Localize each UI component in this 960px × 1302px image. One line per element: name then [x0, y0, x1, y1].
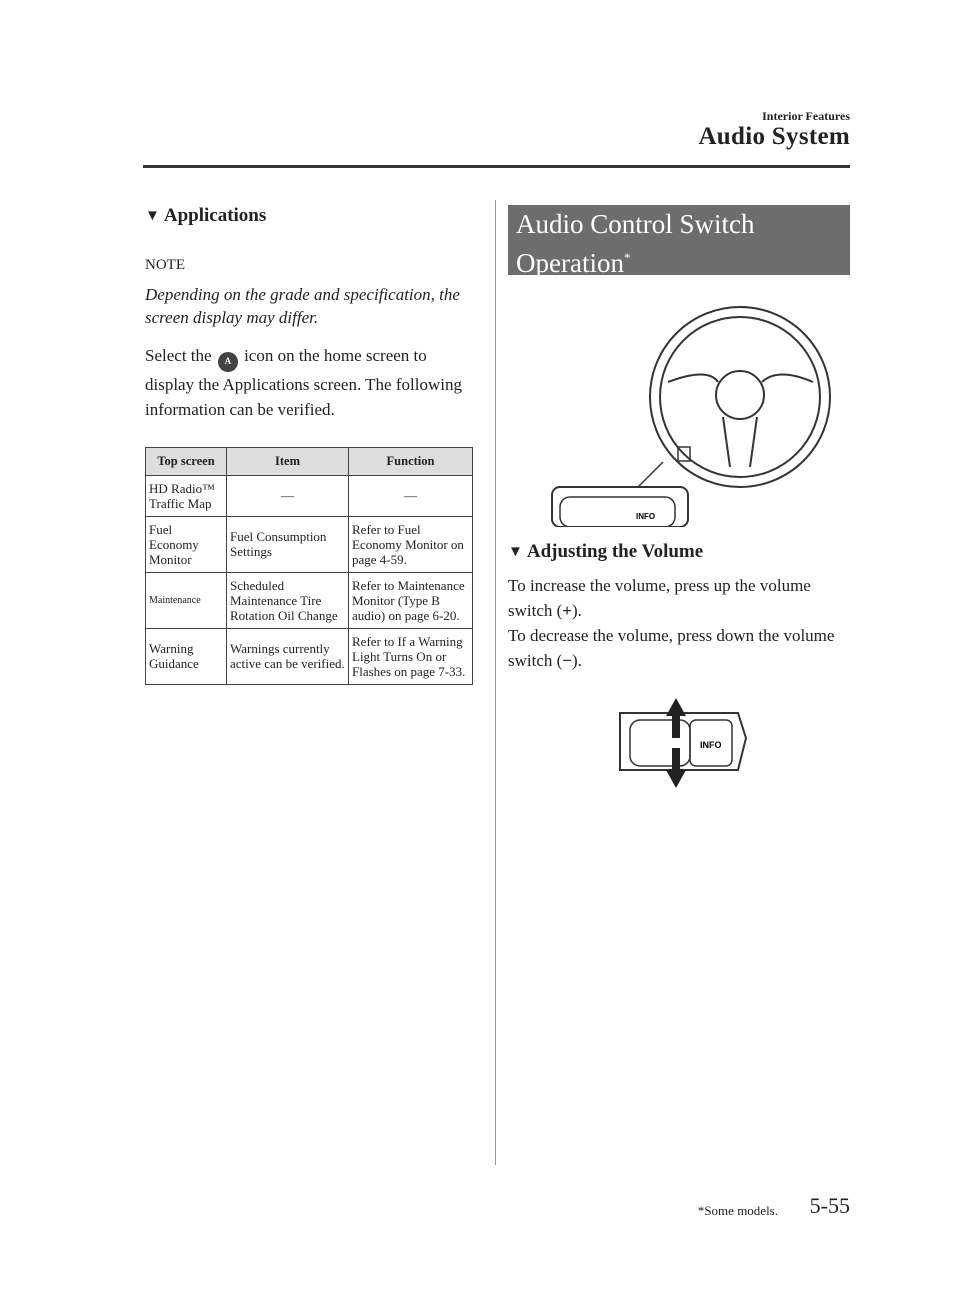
volume-instructions: [508, 573, 850, 673]
applications-table: [145, 447, 473, 685]
volume-switch-svg: [508, 688, 850, 798]
cell-top-screen: Fuel Economy Monitor: [146, 516, 227, 572]
para-text-a: Select the: [145, 346, 212, 365]
page-title: Audio System: [698, 123, 850, 150]
cell-function: Refer to If a Warning Light Turns On or Flashes on page 7-33.: [349, 628, 473, 684]
col-header-function: Function: [349, 447, 473, 475]
table-header-row: [146, 447, 473, 475]
triangle-down-icon: ▼: [508, 543, 523, 560]
col-header-top-screen: Top screen: [146, 447, 227, 475]
cell-function: —: [349, 475, 473, 516]
footer-note: *Some models.: [697, 1203, 778, 1218]
para-text-b: icon on the home screen to display the Applications screen. The following information can be verified.: [145, 346, 462, 419]
banner-line-1: Audio Control Switch: [516, 209, 755, 239]
cell-top-screen: Warning Guidance: [146, 628, 227, 684]
table-row: [146, 572, 473, 628]
heading-text: Adjusting the Volume: [526, 541, 704, 562]
heading-text: Applications: [163, 205, 267, 226]
cell-item: Fuel Consumption Settings: [227, 516, 349, 572]
steering-wheel-illustration: [508, 287, 850, 527]
note-label: NOTE: [145, 257, 185, 273]
note-text: Depending on the grade and specification, the screen display may differ.: [145, 285, 460, 327]
p1-after: ).: [571, 601, 582, 620]
banner-asterisk: *: [623, 250, 631, 265]
cell-item: Warnings currently active can be verified.: [227, 628, 349, 684]
section-banner: [508, 205, 850, 278]
table-row: [146, 475, 473, 516]
info-label: INFO: [700, 740, 722, 750]
p1-before: To increase the volume, press up the volume switch (: [508, 576, 811, 620]
applications-icon: A: [218, 352, 238, 372]
header-rule: [143, 165, 850, 168]
cell-top-screen: HD Radio™ Traffic Map: [146, 475, 227, 516]
header-section: Interior Features: [762, 109, 850, 123]
steering-wheel-svg: [508, 287, 850, 527]
p2-after: ).: [571, 651, 582, 670]
page-number: 5-55: [809, 1193, 850, 1218]
volume-switch-illustration: [508, 688, 850, 798]
column-divider: [495, 200, 496, 1165]
col-header-item: Item: [227, 447, 349, 475]
banner-line-2-wrap: [516, 241, 842, 280]
cell-function: Refer to Maintenance Monitor (Type B audio) on page 6-20.: [349, 572, 473, 628]
cell-item: —: [227, 475, 349, 516]
applications-heading: [145, 205, 475, 227]
minus-icon: −: [562, 651, 572, 670]
triangle-down-icon: ▼: [145, 207, 160, 224]
cell-item: Scheduled Maintenance Tire Rotation Oil Change: [227, 572, 349, 628]
adjusting-volume-heading: [508, 541, 850, 563]
table-row: [146, 516, 473, 572]
cell-function: Refer to Fuel Economy Monitor on page 4-59.: [349, 516, 473, 572]
table-row: [146, 628, 473, 684]
p2-before: To decrease the volume, press down the volume switch (: [508, 626, 835, 670]
left-column: [145, 205, 475, 685]
info-label: INFO: [636, 512, 656, 521]
banner-line-2: Operation: [516, 248, 624, 278]
right-column: [508, 205, 850, 798]
cell-top-screen: Maintenance: [146, 572, 227, 628]
instruction-paragraph: [145, 343, 475, 422]
plus-icon: +: [562, 601, 572, 620]
